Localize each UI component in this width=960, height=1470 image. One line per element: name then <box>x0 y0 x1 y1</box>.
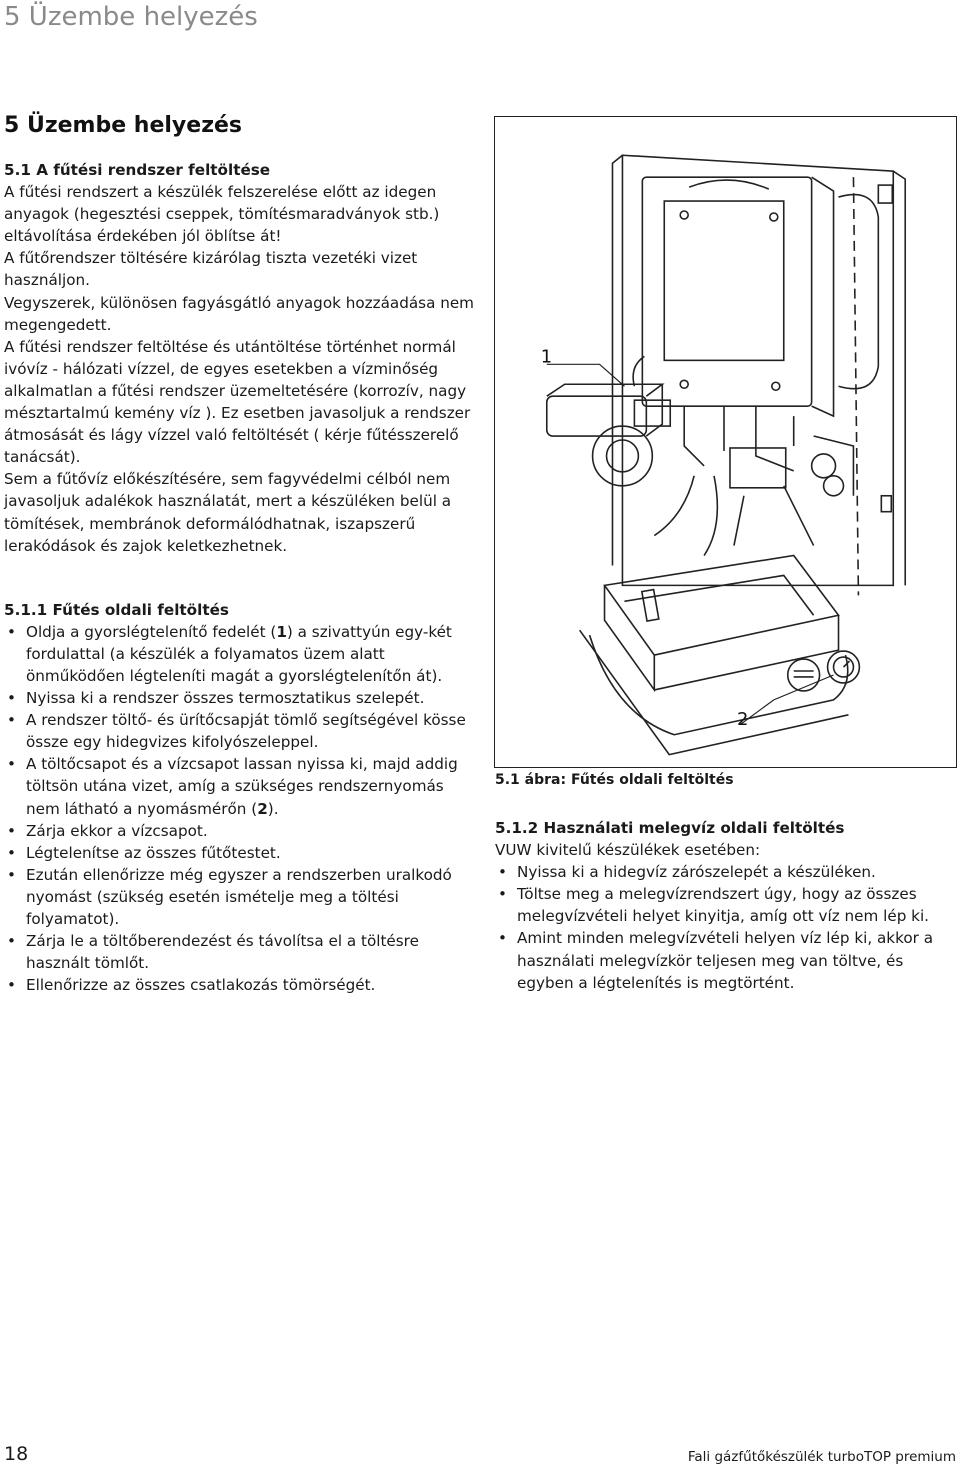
dhw-intro: VUW kivitelű készülékek esetében: <box>495 841 761 860</box>
callout-label-2: 2 <box>736 708 749 730</box>
dhw-fill-steps <box>495 861 957 994</box>
boiler-drawing <box>495 117 956 767</box>
list-item: • Zárja ekkor a vízcsapot. <box>4 820 482 842</box>
list-item: • A töltőcsapot és a vízcsapot lassan nyissa ki, majd addig töltsön utána vizet, amíg a szükséges rendszernyomás nem látható a nyomásmérőn (2). <box>4 753 482 819</box>
heating-fill-steps <box>4 621 482 997</box>
list-item: • Oldja a gyorslégtelenítő fedelét (1) a szivattyún egy-két fordulattal (a készülék a folyamatos üzem alatt önműködően légteleníti magát a gyorslégtelenítőn át). <box>4 621 482 687</box>
list-item: • Nyissa ki a hidegvíz zárószelepét a készüléken. <box>495 861 957 883</box>
section-title: 5 Üzembe helyezés <box>4 113 243 138</box>
figure-caption: 5.1 ábra: Fűtés oldali feltöltés <box>495 772 734 788</box>
footer-doc-title: Fali gázfűtőkészülék turboTOP premium <box>687 1449 956 1465</box>
left-column <box>4 159 482 996</box>
page-number: 18 <box>4 1443 29 1465</box>
list-item: • Ezután ellenőrizze még egyszer a rendszerben uralkodó nyomást (szükség esetén ismételje meg a töltési folyamatot). <box>4 864 482 930</box>
list-item: • Ellenőrizze az összes csatlakozás tömörségét. <box>4 974 482 996</box>
list-item: • Töltse meg a melegvízrendszert úgy, hogy az összes melegvízvételi helyet kinyitja, amíg ott víz nem lép ki. <box>495 883 957 927</box>
list-item: • Nyissa ki a rendszer összes termosztatikus szelepét. <box>4 687 482 709</box>
running-header: 5 Üzembe helyezés <box>4 2 258 32</box>
paragraph-flushing: A fűtési rendszert a készülék felszerelése előtt az idegen anyagok (hegesztési cseppek, tömítésmaradványok stb.) eltávolítása érdekében jól öblítse át! <box>4 183 440 246</box>
paragraph-clean-water: A fűtőrendszer töltésére kizárólag tiszta vezetéki vizet használjon. <box>4 249 418 290</box>
list-item: • A rendszer töltő- és ürítőcsapját tömlő segítségével kösse össze egy hidegvizes kifolyószeleppel. <box>4 709 482 753</box>
callout-label-1: 1 <box>540 346 553 368</box>
subsection-heading-5-1-1: 5.1.1 Fűtés oldali feltöltés <box>4 600 229 619</box>
subsection-heading-5-1: 5.1 A fűtési rendszer feltöltése <box>4 161 271 179</box>
list-item: • Amint minden melegvízvételi helyen víz lép ki, akkor a használati melegvízkör teljesen meg van töltve, és egyben a légtelenítés is megtörtént. <box>495 927 957 993</box>
list-item: • Zárja le a töltőberendezést és távolítsa el a töltésre használt tömlőt. <box>4 930 482 974</box>
paragraph-no-chemicals: Vegyszerek, különösen fagyásgátló anyagok hozzáadása nem megengedett. <box>4 293 474 334</box>
list-item: • Légtelenítse az összes fűtőtestet. <box>4 842 482 864</box>
boiler-illustration <box>494 116 957 768</box>
paragraph-no-additives: Sem a fűtővíz előkészítésére, sem fagyvédelmi célból nem javasoljuk adalékok használatát, mert a készüléken belül a tömítések, membránok deformálódhatnak, iszapszerű lerakódások és zajok keletkezhetnek. <box>4 470 452 555</box>
right-column <box>495 817 957 994</box>
paragraph-water-quality: A fűtési rendszer feltöltése és utántöltése történhet normál ivóvíz - hálózati vízzel, de egyes esetekben a vízminőség alkalmatlan a fűtési rendszer üzemeltetésére (korrozív, nagy mésztartalmú kemény víz ). Ez esetben javasoljuk a rendszer átmosását és lágy vízzel való feltöltését ( kérje fűtésszerelő tanácsát). <box>4 337 471 467</box>
subsection-heading-5-1-2: 5.1.2 Használati melegvíz oldali feltöltés <box>495 819 845 837</box>
